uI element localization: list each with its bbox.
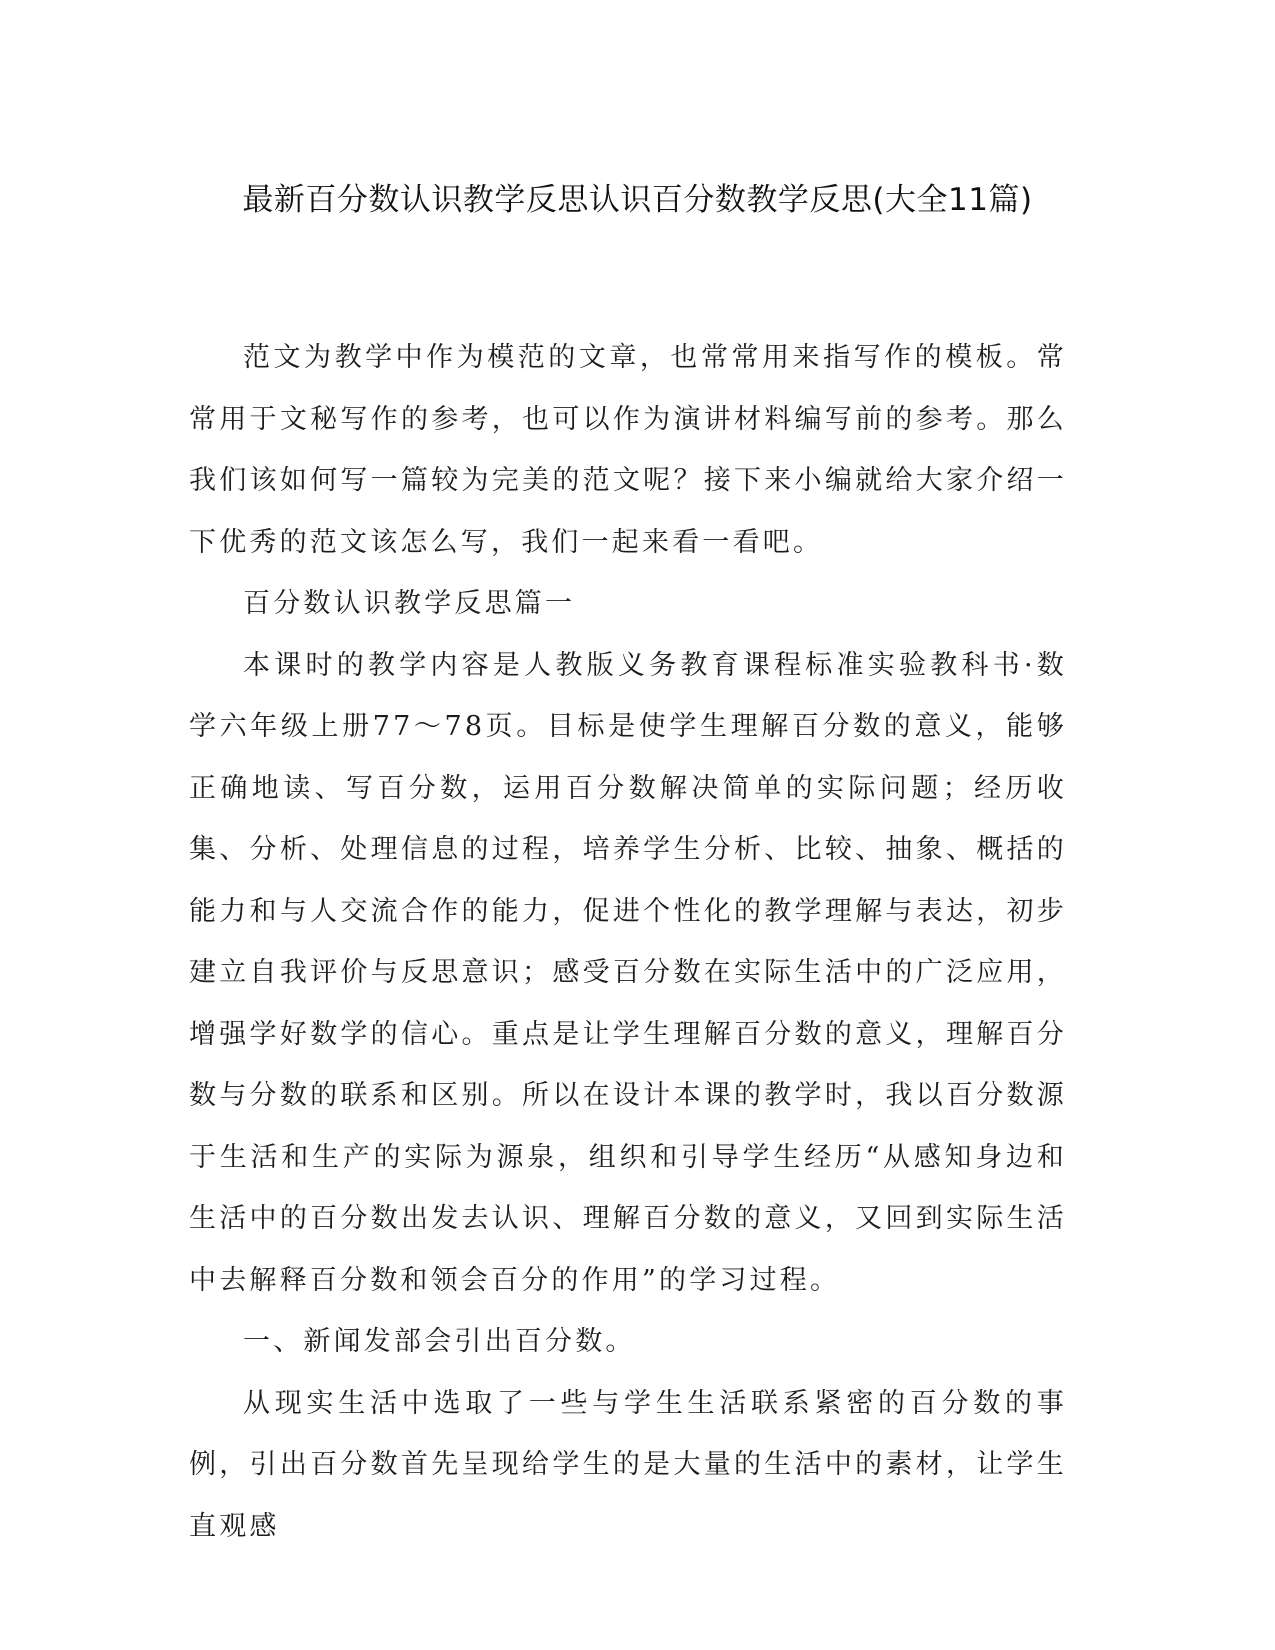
- paragraph-content: 本课时的教学内容是人教版义务教育课程标准实验教科书·数学六年级上册77～78页。目标是使学生理解百分数的意义，能够正确地读、写百分数，运用百分数解决简单的实际问题；经历收集、分析、处理信息的过程，培养学生分析、比较、抽象、概括的能力和与人交流合作的能力，促进个性化的教学理解与表达，初步建立自我评价与反思意识；感受百分数在实际生活中的广泛应用，增强学好数学的信心。重点是让学生理解百分数的意义，理解百分数与分数的联系和区别。所以在设计本课的教学时，我以百分数源于生活和生产的实际为源泉，组织和引导学生经历“从感知身边和生活中的百分数出发去认识、理解百分数的意义，又回到实际生活中去解释百分数和领会百分的作用”的学习过程。: [189, 649, 1067, 1296]
- document-body: [189, 327, 1067, 1557]
- paragraph-content-continued: 从现实生活中选取了一些与学生生活联系紧密的百分数的事例，引出百分数首先呈现给学生的是大量的生活中的素材，让学生直观感: [189, 1387, 1067, 1542]
- document-title: 最新百分数认识教学反思认识百分数教学反思(大全11篇): [242, 182, 1033, 218]
- subsection-heading: 一、新闻发部会引出百分数。: [243, 1326, 636, 1357]
- section-heading: 百分数认识教学反思篇一: [243, 588, 576, 619]
- paragraph-intro: 范文为教学中作为模范的文章，也常常用来指写作的模板。常常用于文秘写作的参考，也可以作为演讲材料编写前的参考。那么我们该如何写一篇较为完美的范文呢？接下来小编就给大家介绍一下优秀的范文该怎么写，我们一起来看一看吧。: [189, 342, 1067, 558]
